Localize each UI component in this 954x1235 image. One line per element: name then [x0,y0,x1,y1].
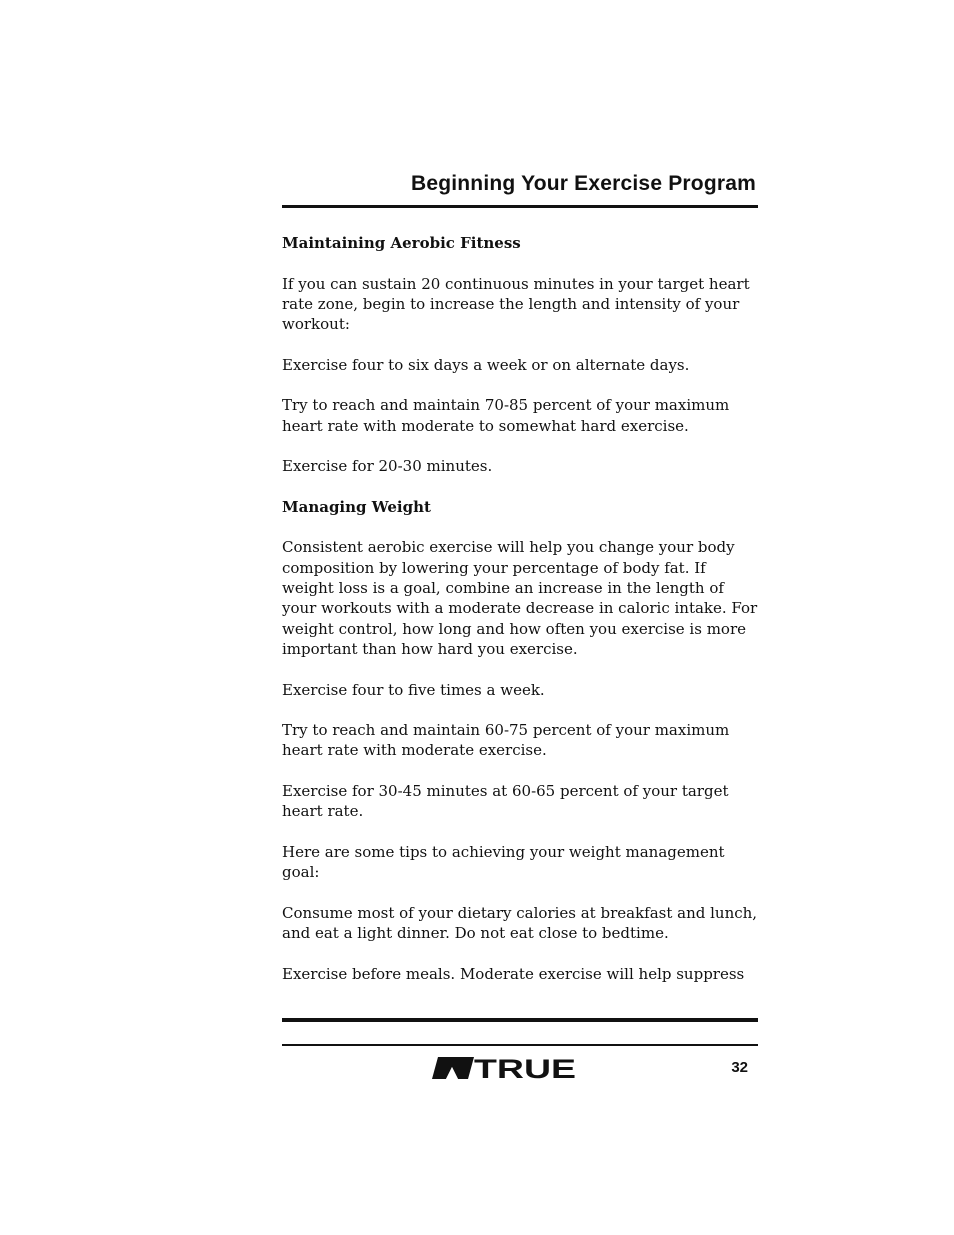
footer-divider-bottom [282,1044,758,1046]
aerobic-paragraph-intensity: Try to reach and maintain 70-85 percent of your maximum heart rate with moderate to somewhat hard exercise. [282,396,730,435]
true-logo-wordmark: TRUE [474,1057,576,1079]
weight-paragraph-meals-tip: Exercise before meals. Moderate exercise will help suppress [282,964,745,983]
weight-intro-paragraph: Consistent aerobic exercise will help you change your body composition by lowering your percentage of body fat. If weight loss is a goal, combine an increase in the length of your workouts with a moderate decrease in caloric intake. For weight control, how long and how often you exercise is more important than how hard you exercise. [282,538,758,658]
true-logo-mark-icon [432,1057,474,1079]
page-title: Beginning Your Exercise Program [410,172,756,195]
page-content [282,233,758,984]
section-heading-weight: Managing Weight [282,497,431,516]
weight-paragraph-duration: Exercise for 30-45 minutes at 60-65 percent of your target heart rate. [282,782,729,821]
manual-page [282,0,758,1235]
footer-divider-top [282,1018,758,1022]
weight-paragraph-intensity: Try to reach and maintain 60-75 percent of your maximum heart rate with moderate exercise. [282,721,730,760]
aerobic-intro-paragraph: If you can sustain 20 continuous minutes in your target heart rate zone, begin to increase the length and intensity of your workout: [282,274,750,334]
aerobic-paragraph-duration: Exercise for 20-30 minutes. [282,457,493,476]
weight-paragraph-frequency: Exercise four to five times a week. [282,680,545,699]
aerobic-paragraph-frequency: Exercise four to six days a week or on alternate days. [282,355,690,374]
weight-paragraph-calories-tip: Consume most of your dietary calories at breakfast and lunch, and eat a light dinner. Do not eat close to bedtime. [282,903,758,943]
section-heading-aerobic: Maintaining Aerobic Fitness [282,234,521,252]
true-logo [432,1057,578,1079]
page-number: 32 [731,1059,748,1076]
weight-paragraph-tips-intro: Here are some tips to achieving your weight management goal: [282,842,725,882]
title-divider [282,205,758,208]
